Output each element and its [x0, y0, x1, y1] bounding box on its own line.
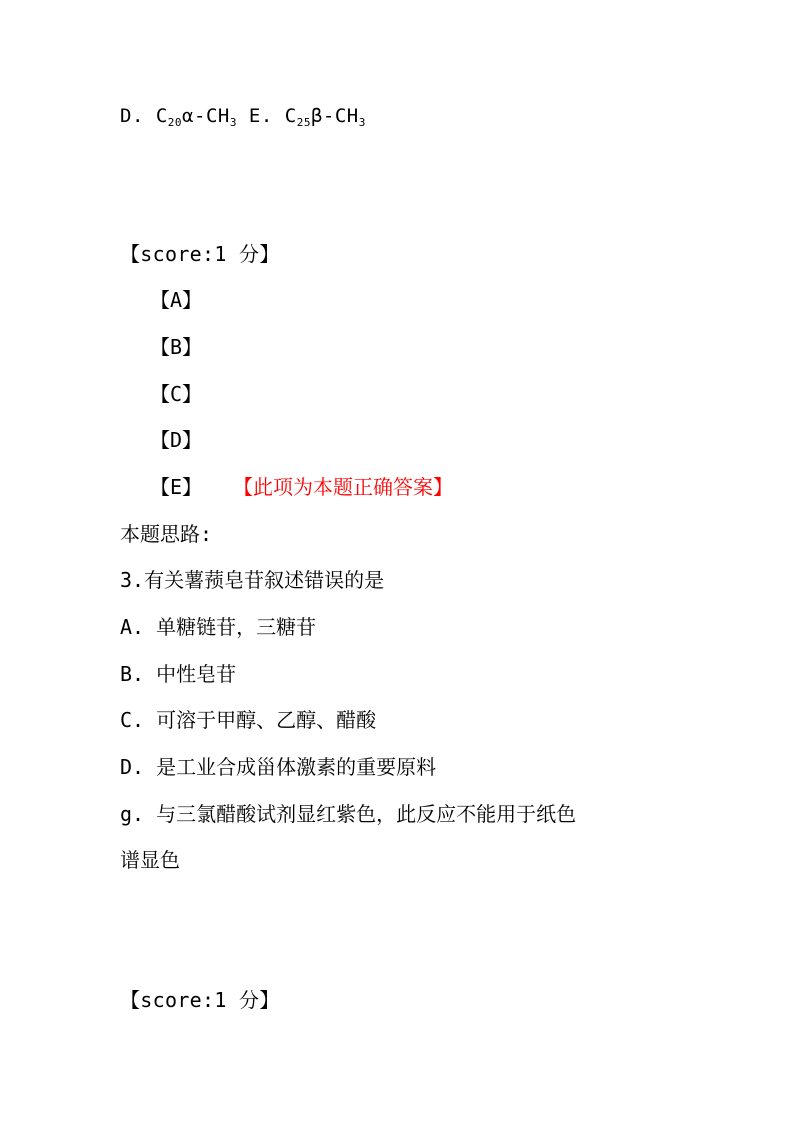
option-d-label: D.: [120, 105, 144, 127]
option-e-formula: $C_{25}\beta-CH_3$: [284, 105, 366, 129]
score-label: 【score:1 分】: [120, 242, 280, 266]
answer-option-d[interactable]: 【D】: [150, 428, 203, 452]
formula-line: [120, 103, 366, 132]
question-option-c: C. 可溶于甲醇、乙醇、醋酸: [120, 708, 377, 732]
question-option-b: B. 中性皂苷: [120, 662, 237, 686]
correct-answer-note: 【此项为本题正确答案】: [233, 475, 453, 499]
option-e-label: E.: [248, 105, 273, 127]
answer-option-b[interactable]: 【B】: [150, 335, 203, 359]
answer-option-a[interactable]: 【A】: [150, 288, 203, 312]
reasoning-label: 本题思路:: [120, 522, 213, 546]
answer-option-e[interactable]: 【E】: [150, 475, 203, 499]
question-option-a: A. 单糖链苷，三糖苷: [120, 615, 317, 639]
option-d-formula: $C_{20}\alpha-CH_3$: [155, 105, 237, 129]
answer-option-c[interactable]: 【C】: [150, 382, 203, 406]
question-stem: 3.有关薯蓣皂苷叙述错误的是: [120, 568, 385, 592]
score-label-2: 【score:1 分】: [120, 988, 280, 1012]
question-option-e: g. 与三氯醋酸试剂显红紫色，此反应不能用于纸色: [120, 802, 577, 826]
question-option-e-continued: 谱显色: [120, 848, 180, 872]
question-option-d: D. 是工业合成甾体激素的重要原料: [120, 755, 437, 779]
